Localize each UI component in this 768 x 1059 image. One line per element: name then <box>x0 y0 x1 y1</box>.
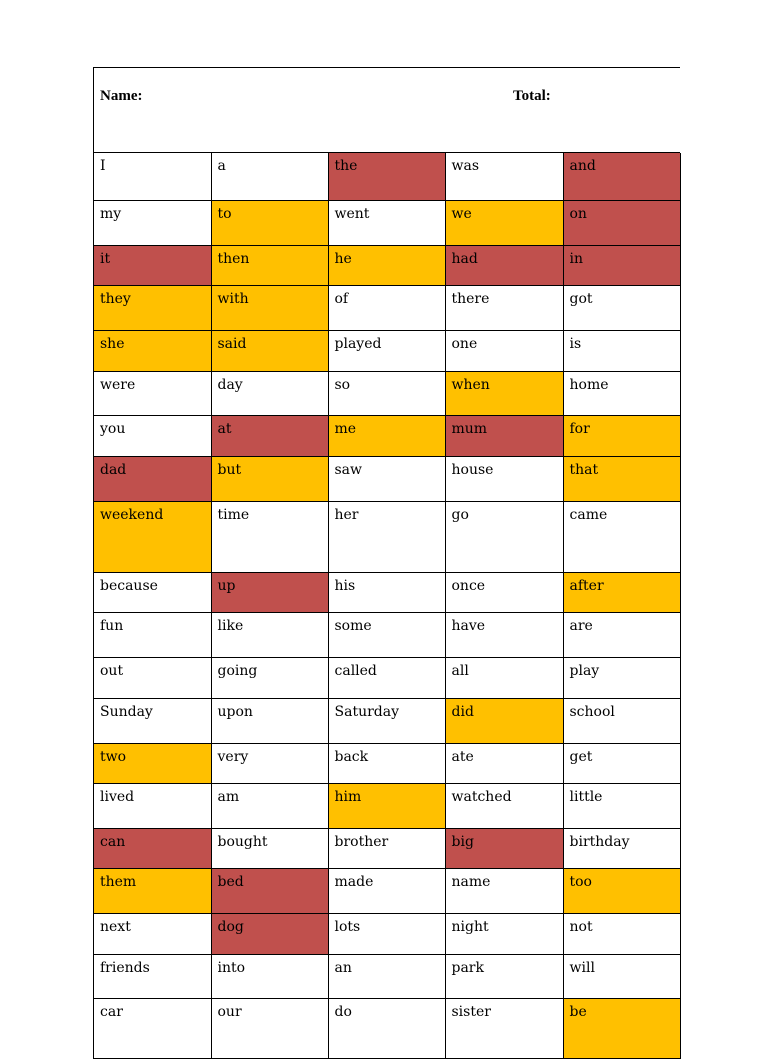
word-row <box>94 783 680 828</box>
sight-word-table-body <box>94 153 680 1058</box>
word-row <box>94 743 680 783</box>
word-cell: saw <box>328 456 445 501</box>
word-grid-sheet <box>93 67 680 1059</box>
word-cell: some <box>328 612 445 657</box>
word-cell: little <box>563 783 680 828</box>
word-cell: he <box>328 245 445 285</box>
word-cell: for <box>563 415 680 456</box>
word-cell: school <box>563 698 680 743</box>
total-label: Total: <box>513 88 551 104</box>
word-cell: we <box>445 200 563 245</box>
word-cell: next <box>94 913 211 954</box>
word-cell: night <box>445 913 563 954</box>
word-cell: all <box>445 657 563 698</box>
word-cell: not <box>563 913 680 954</box>
word-row <box>94 415 680 456</box>
word-row <box>94 868 680 913</box>
word-cell: can <box>94 828 211 868</box>
word-cell: him <box>328 783 445 828</box>
word-cell: day <box>211 371 328 415</box>
word-cell: big <box>445 828 563 868</box>
word-cell: were <box>94 371 211 415</box>
word-cell: with <box>211 285 328 330</box>
word-cell: mum <box>445 415 563 456</box>
word-cell: of <box>328 285 445 330</box>
word-cell: weekend <box>94 501 211 572</box>
word-cell: ate <box>445 743 563 783</box>
word-row <box>94 998 680 1058</box>
word-cell: into <box>211 954 328 998</box>
word-row <box>94 913 680 954</box>
word-row <box>94 153 680 200</box>
word-cell: called <box>328 657 445 698</box>
word-row <box>94 285 680 330</box>
word-row <box>94 330 680 371</box>
word-row <box>94 572 680 612</box>
word-cell: the <box>328 153 445 200</box>
word-cell: a <box>211 153 328 200</box>
word-cell: park <box>445 954 563 998</box>
word-cell: made <box>328 868 445 913</box>
word-row <box>94 954 680 998</box>
word-cell: house <box>445 456 563 501</box>
word-cell: me <box>328 415 445 456</box>
word-cell: play <box>563 657 680 698</box>
word-cell: get <box>563 743 680 783</box>
word-cell: once <box>445 572 563 612</box>
word-cell: when <box>445 371 563 415</box>
word-cell: dog <box>211 913 328 954</box>
word-cell: do <box>328 998 445 1058</box>
word-cell: that <box>563 456 680 501</box>
word-cell: in <box>563 245 680 285</box>
word-cell: and <box>563 153 680 200</box>
word-cell: car <box>94 998 211 1058</box>
word-cell: like <box>211 612 328 657</box>
word-cell: bed <box>211 868 328 913</box>
word-cell: you <box>94 415 211 456</box>
word-cell: it <box>94 245 211 285</box>
word-cell: will <box>563 954 680 998</box>
word-cell: there <box>445 285 563 330</box>
word-row <box>94 657 680 698</box>
word-cell: home <box>563 371 680 415</box>
word-cell: too <box>563 868 680 913</box>
word-cell: she <box>94 330 211 371</box>
word-cell: one <box>445 330 563 371</box>
word-cell: bought <box>211 828 328 868</box>
word-cell: very <box>211 743 328 783</box>
word-cell: am <box>211 783 328 828</box>
word-row <box>94 698 680 743</box>
header-row <box>94 68 680 153</box>
word-cell: be <box>563 998 680 1058</box>
word-cell: two <box>94 743 211 783</box>
word-cell: lots <box>328 913 445 954</box>
word-cell: then <box>211 245 328 285</box>
word-cell: so <box>328 371 445 415</box>
word-row <box>94 200 680 245</box>
word-cell: brother <box>328 828 445 868</box>
word-cell: is <box>563 330 680 371</box>
word-cell: my <box>94 200 211 245</box>
word-cell: because <box>94 572 211 612</box>
word-cell: went <box>328 200 445 245</box>
word-cell: out <box>94 657 211 698</box>
word-row <box>94 456 680 501</box>
word-row <box>94 371 680 415</box>
word-cell: birthday <box>563 828 680 868</box>
word-cell: Saturday <box>328 698 445 743</box>
word-cell: up <box>211 572 328 612</box>
word-cell: back <box>328 743 445 783</box>
word-cell: they <box>94 285 211 330</box>
name-label: Name: <box>100 88 143 104</box>
word-cell: got <box>563 285 680 330</box>
word-cell: lived <box>94 783 211 828</box>
word-cell: upon <box>211 698 328 743</box>
word-cell: an <box>328 954 445 998</box>
word-row <box>94 828 680 868</box>
word-cell: his <box>328 572 445 612</box>
word-cell: watched <box>445 783 563 828</box>
word-cell: on <box>563 200 680 245</box>
word-cell: played <box>328 330 445 371</box>
word-cell: her <box>328 501 445 572</box>
word-cell: them <box>94 868 211 913</box>
word-cell: time <box>211 501 328 572</box>
word-cell: Sunday <box>94 698 211 743</box>
word-cell: came <box>563 501 680 572</box>
word-cell: did <box>445 698 563 743</box>
word-cell: are <box>563 612 680 657</box>
word-cell: but <box>211 456 328 501</box>
sight-word-table <box>94 153 681 1059</box>
word-cell: friends <box>94 954 211 998</box>
word-row <box>94 245 680 285</box>
word-cell: I <box>94 153 211 200</box>
word-cell: have <box>445 612 563 657</box>
word-cell: had <box>445 245 563 285</box>
word-row <box>94 501 680 572</box>
word-cell: fun <box>94 612 211 657</box>
word-cell: said <box>211 330 328 371</box>
word-cell: was <box>445 153 563 200</box>
word-cell: our <box>211 998 328 1058</box>
word-cell: dad <box>94 456 211 501</box>
word-row <box>94 612 680 657</box>
word-cell: after <box>563 572 680 612</box>
word-cell: to <box>211 200 328 245</box>
word-cell: sister <box>445 998 563 1058</box>
word-cell: name <box>445 868 563 913</box>
word-cell: going <box>211 657 328 698</box>
word-cell: at <box>211 415 328 456</box>
word-cell: go <box>445 501 563 572</box>
